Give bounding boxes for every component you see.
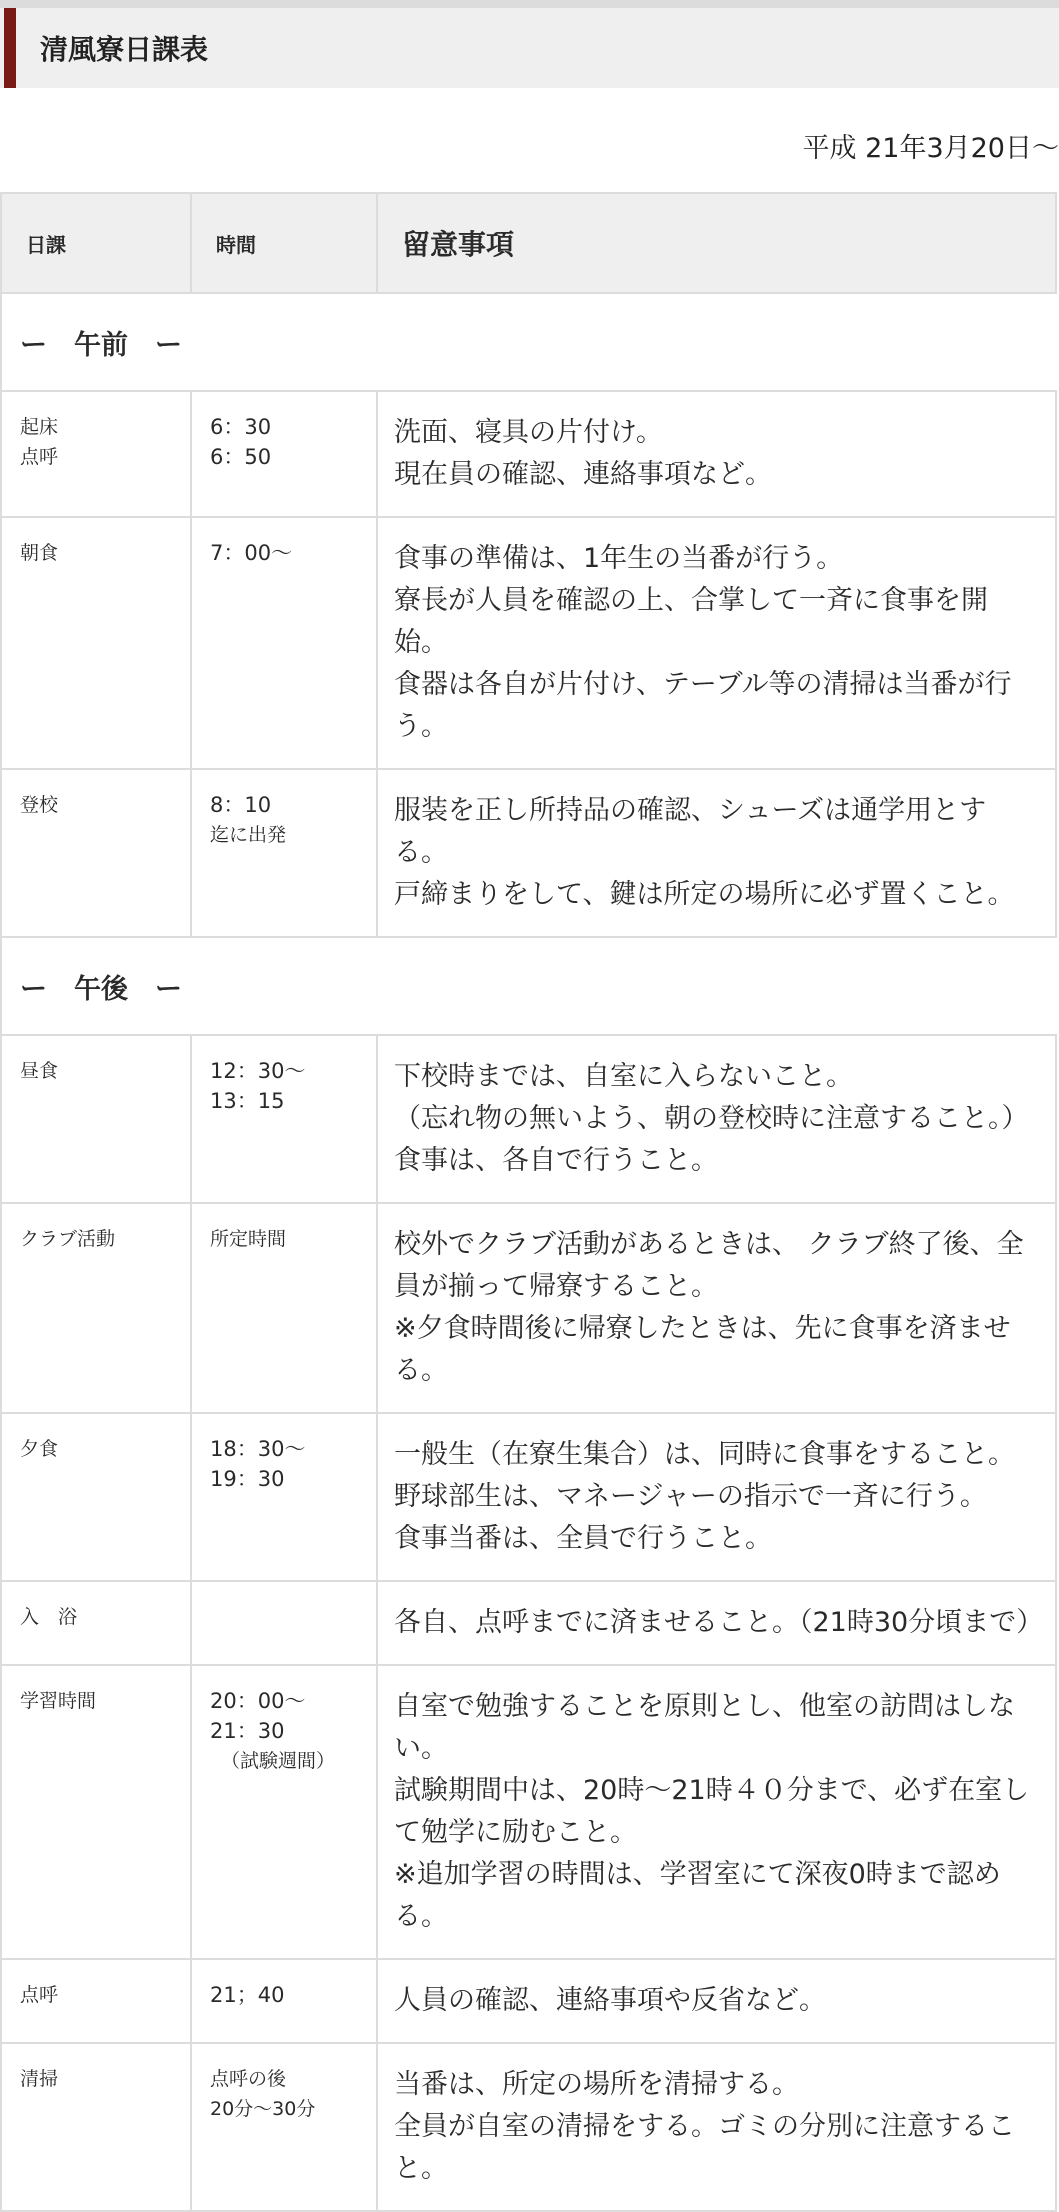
table-row — [1, 391, 1056, 517]
notes-cell — [377, 1413, 1056, 1581]
time-value: 7：00～ — [210, 541, 293, 565]
time-cell — [191, 517, 377, 769]
table-row — [1, 1203, 1056, 1413]
section-row-afternoon — [1, 937, 1056, 1035]
activity-label: 昼食 — [20, 1060, 59, 1082]
activity-label: 夕食 — [20, 1438, 59, 1460]
activity-label: 点呼 — [20, 1984, 59, 2006]
time-cell — [191, 2043, 377, 2211]
notes-cell — [377, 1203, 1056, 1413]
table-row — [1, 1413, 1056, 1581]
time-note: 迄に出発 — [210, 824, 287, 846]
notes-cell — [377, 517, 1056, 769]
note-line: 食事当番は、全員で行うこと。 — [394, 1523, 772, 1554]
table-row — [1, 1581, 1056, 1665]
note-line: ※追加学習の時間は、学習室にて深夜0時まで認める。 — [394, 1859, 1001, 1932]
activity-cell — [1, 1203, 191, 1413]
notes-cell — [377, 1959, 1056, 2043]
time-value: 6：50 — [210, 445, 272, 469]
note-line: 下校時までは、自室に入らないこと。 — [394, 1061, 853, 1092]
column-header-notes: 留意事項 — [377, 193, 1056, 293]
time-cell — [191, 1413, 377, 1581]
note-line: 校外でクラブ活動があるときは、 クラブ終了後、全員が揃って帰寮すること。 — [394, 1229, 1024, 1302]
effective-date: 平成 21年3月20日～ — [802, 133, 1059, 164]
time-value: 20分～30分 — [210, 2098, 316, 2120]
section-label: ー 午前 ー — [1, 293, 1056, 391]
note-line: 戸締まりをして、鍵は所定の場所に必ず置くこと。 — [394, 879, 1015, 910]
note-line: 現在員の確認、連絡事項など。 — [394, 459, 772, 490]
time-cell — [191, 1665, 377, 1959]
notes-cell — [377, 2043, 1056, 2211]
notes-cell — [377, 1035, 1056, 1203]
table-row — [1, 2043, 1056, 2211]
column-header-time: 時間 — [191, 193, 377, 293]
time-note: （試験週間） — [220, 1750, 335, 1772]
note-line: 食器は各自が片付け、テーブル等の清掃は当番が行う。 — [394, 669, 1012, 742]
note-line: 野球部生は、マネージャーの指示で一斉に行う。 — [394, 1481, 987, 1512]
time-value: 所定時間 — [210, 1228, 287, 1250]
time-value: 20：00～ — [210, 1689, 306, 1713]
time-cell — [191, 1035, 377, 1203]
note-line: 当番は、所定の場所を清掃する。 — [394, 2069, 799, 2100]
note-line: （忘れ物の無いよう、朝の登校時に注意すること。） — [394, 1103, 1029, 1134]
note-line: ※夕食時間後に帰寮したときは、先に食事を済ませる。 — [394, 1313, 1011, 1386]
time-value: 6：30 — [210, 415, 272, 439]
time-value: 8：10 — [210, 793, 272, 817]
activity-label: 清掃 — [20, 2068, 59, 2090]
time-value: 21；40 — [210, 1983, 285, 2007]
heading-accent-bar — [4, 8, 16, 88]
section-label: ー 午後 ー — [1, 937, 1056, 1035]
table-row — [1, 1035, 1056, 1203]
activity-cell — [1, 1959, 191, 2043]
activity-cell — [1, 1665, 191, 1959]
note-line: 洗面、寝具の片付け。 — [394, 417, 663, 448]
time-value: 18：30～ — [210, 1437, 306, 1461]
time-cell — [191, 769, 377, 937]
section-row-morning — [1, 293, 1056, 391]
time-value: 点呼の後 — [210, 2068, 287, 2090]
activity-label: 起床 — [20, 416, 59, 438]
note-line: 食事は、各自で行うこと。 — [394, 1145, 718, 1176]
note-line: 人員の確認、連絡事項や反省など。 — [394, 1985, 826, 2016]
time-value: 13：15 — [210, 1089, 285, 1113]
activity-cell — [1, 391, 191, 517]
note-line: 一般生（在寮生集合）は、同時に食事をすること。 — [394, 1439, 1015, 1470]
activity-label: 入 浴 — [20, 1606, 78, 1628]
activity-label: クラブ活動 — [20, 1228, 116, 1250]
notes-cell — [377, 1581, 1056, 1665]
time-cell — [191, 1203, 377, 1413]
schedule-table — [0, 192, 1057, 2212]
column-header-activity: 日課 — [1, 193, 191, 293]
notes-cell — [377, 391, 1056, 517]
note-line: 全員が自室の清掃をする。ゴミの分別に注意すること。 — [394, 2111, 1015, 2184]
note-line: 試験期間中は、20時～21時４０分まで、必ず在室して勉学に励むこと。 — [394, 1775, 1030, 1848]
note-line: 服装を正し所持品の確認、シューズは通学用とする。 — [394, 795, 987, 868]
activity-label: 点呼 — [20, 446, 59, 468]
time-cell — [191, 391, 377, 517]
notes-cell — [377, 769, 1056, 937]
page-heading — [0, 8, 1059, 88]
note-line: 食事の準備は、1年生の当番が行う。 — [394, 543, 844, 574]
activity-cell — [1, 769, 191, 937]
top-strip — [0, 0, 1059, 8]
time-value: 19：30 — [210, 1467, 285, 1491]
note-line: 各自、点呼までに済ませること。（21時30分頃まで） — [394, 1607, 1044, 1638]
table-row — [1, 1665, 1056, 1959]
table-row — [1, 769, 1056, 937]
time-value: 21：30 — [210, 1719, 285, 1743]
activity-label: 学習時間 — [20, 1690, 97, 1712]
note-line: 寮長が人員を確認の上、合掌して一斉に食事を開始。 — [394, 585, 988, 658]
activity-cell — [1, 1581, 191, 1665]
notes-cell — [377, 1665, 1056, 1959]
table-row — [1, 1959, 1056, 2043]
table-row — [1, 517, 1056, 769]
activity-cell — [1, 2043, 191, 2211]
page-title: 清風寮日課表 — [40, 33, 209, 66]
time-cell — [191, 1959, 377, 2043]
time-value: 12：30～ — [210, 1059, 306, 1083]
activity-cell — [1, 1035, 191, 1203]
activity-label: 朝食 — [20, 542, 59, 564]
activity-cell — [1, 1413, 191, 1581]
table-header-row — [1, 193, 1056, 293]
time-cell — [191, 1581, 377, 1665]
activity-label: 登校 — [20, 794, 59, 816]
note-line: 自室で勉強することを原則とし、他室の訪問はしない。 — [394, 1691, 1015, 1764]
activity-cell — [1, 517, 191, 769]
